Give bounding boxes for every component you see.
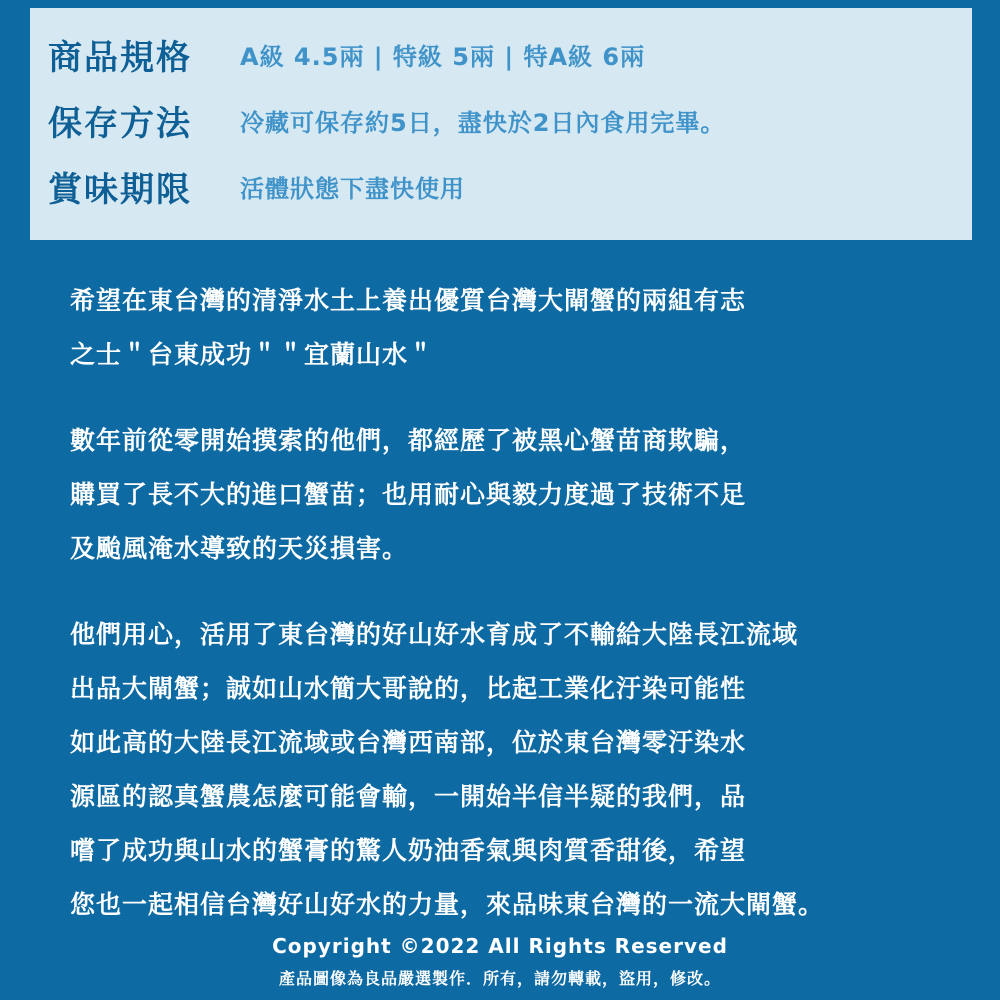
- paragraph-history: [70, 414, 940, 576]
- paragraph-story: [70, 608, 940, 932]
- paragraph-line: 源區的認真蟹農怎麼可能會輸，一開始半信半疑的我們，品: [70, 782, 747, 811]
- paragraph-intro: [70, 274, 940, 382]
- paragraph-line: 購買了長不大的進口蟹苗；也用耐心與毅力度過了技術不足: [70, 480, 747, 509]
- spec-row-best-before: [48, 166, 465, 210]
- copyright-text: Copyright ©2022 All Rights Reserved: [272, 934, 728, 958]
- paragraph-line: 之士＂台東成功＂＂宜蘭山水＂: [70, 340, 435, 369]
- paragraph-line: 及颱風淹水導致的天災損害。: [70, 534, 409, 563]
- paragraph-line: 出品大閘蟹；誠如山水簡大哥說的，比起工業化汙染可能性: [70, 674, 747, 703]
- spec-row-storage: [48, 100, 726, 144]
- spec-label: 商品規格: [48, 37, 192, 78]
- spec-value: A級 4.5兩 | 特級 5兩 | 特A級 6兩: [240, 42, 646, 71]
- paragraph-line: 嚐了成功與山水的蟹膏的驚人奶油香氣與肉質香甜後，希望: [70, 836, 747, 865]
- paragraph-line: 您也一起相信台灣好山好水的力量，來品味東台灣的一流大閘蟹。: [70, 890, 825, 919]
- paragraph-line: 如此高的大陸長江流域或台灣西南部，位於東台灣零汙染水: [70, 728, 747, 757]
- spec-label: 保存方法: [48, 103, 192, 144]
- paragraph-line: 希望在東台灣的清淨水土上養出優質台灣大閘蟹的兩組有志: [70, 286, 747, 315]
- spec-value: 冷藏可保存約5日，盡快於2日內食用完畢。: [240, 108, 726, 137]
- paragraph-line: 數年前從零開始摸索的他們，都經歷了被黑心蟹苗商欺騙，: [70, 426, 747, 455]
- paragraph-line: 他們用心，活用了東台灣的好山好水育成了不輸給大陸長江流域: [70, 620, 799, 649]
- spec-row-specification: [48, 34, 646, 78]
- spec-value: 活體狀態下盡快使用: [240, 174, 465, 203]
- spec-label: 賞味期限: [48, 169, 192, 210]
- rights-notice: 產品圖像為良品嚴選製作．所有，請勿轉載，盜用，修改。: [278, 969, 721, 988]
